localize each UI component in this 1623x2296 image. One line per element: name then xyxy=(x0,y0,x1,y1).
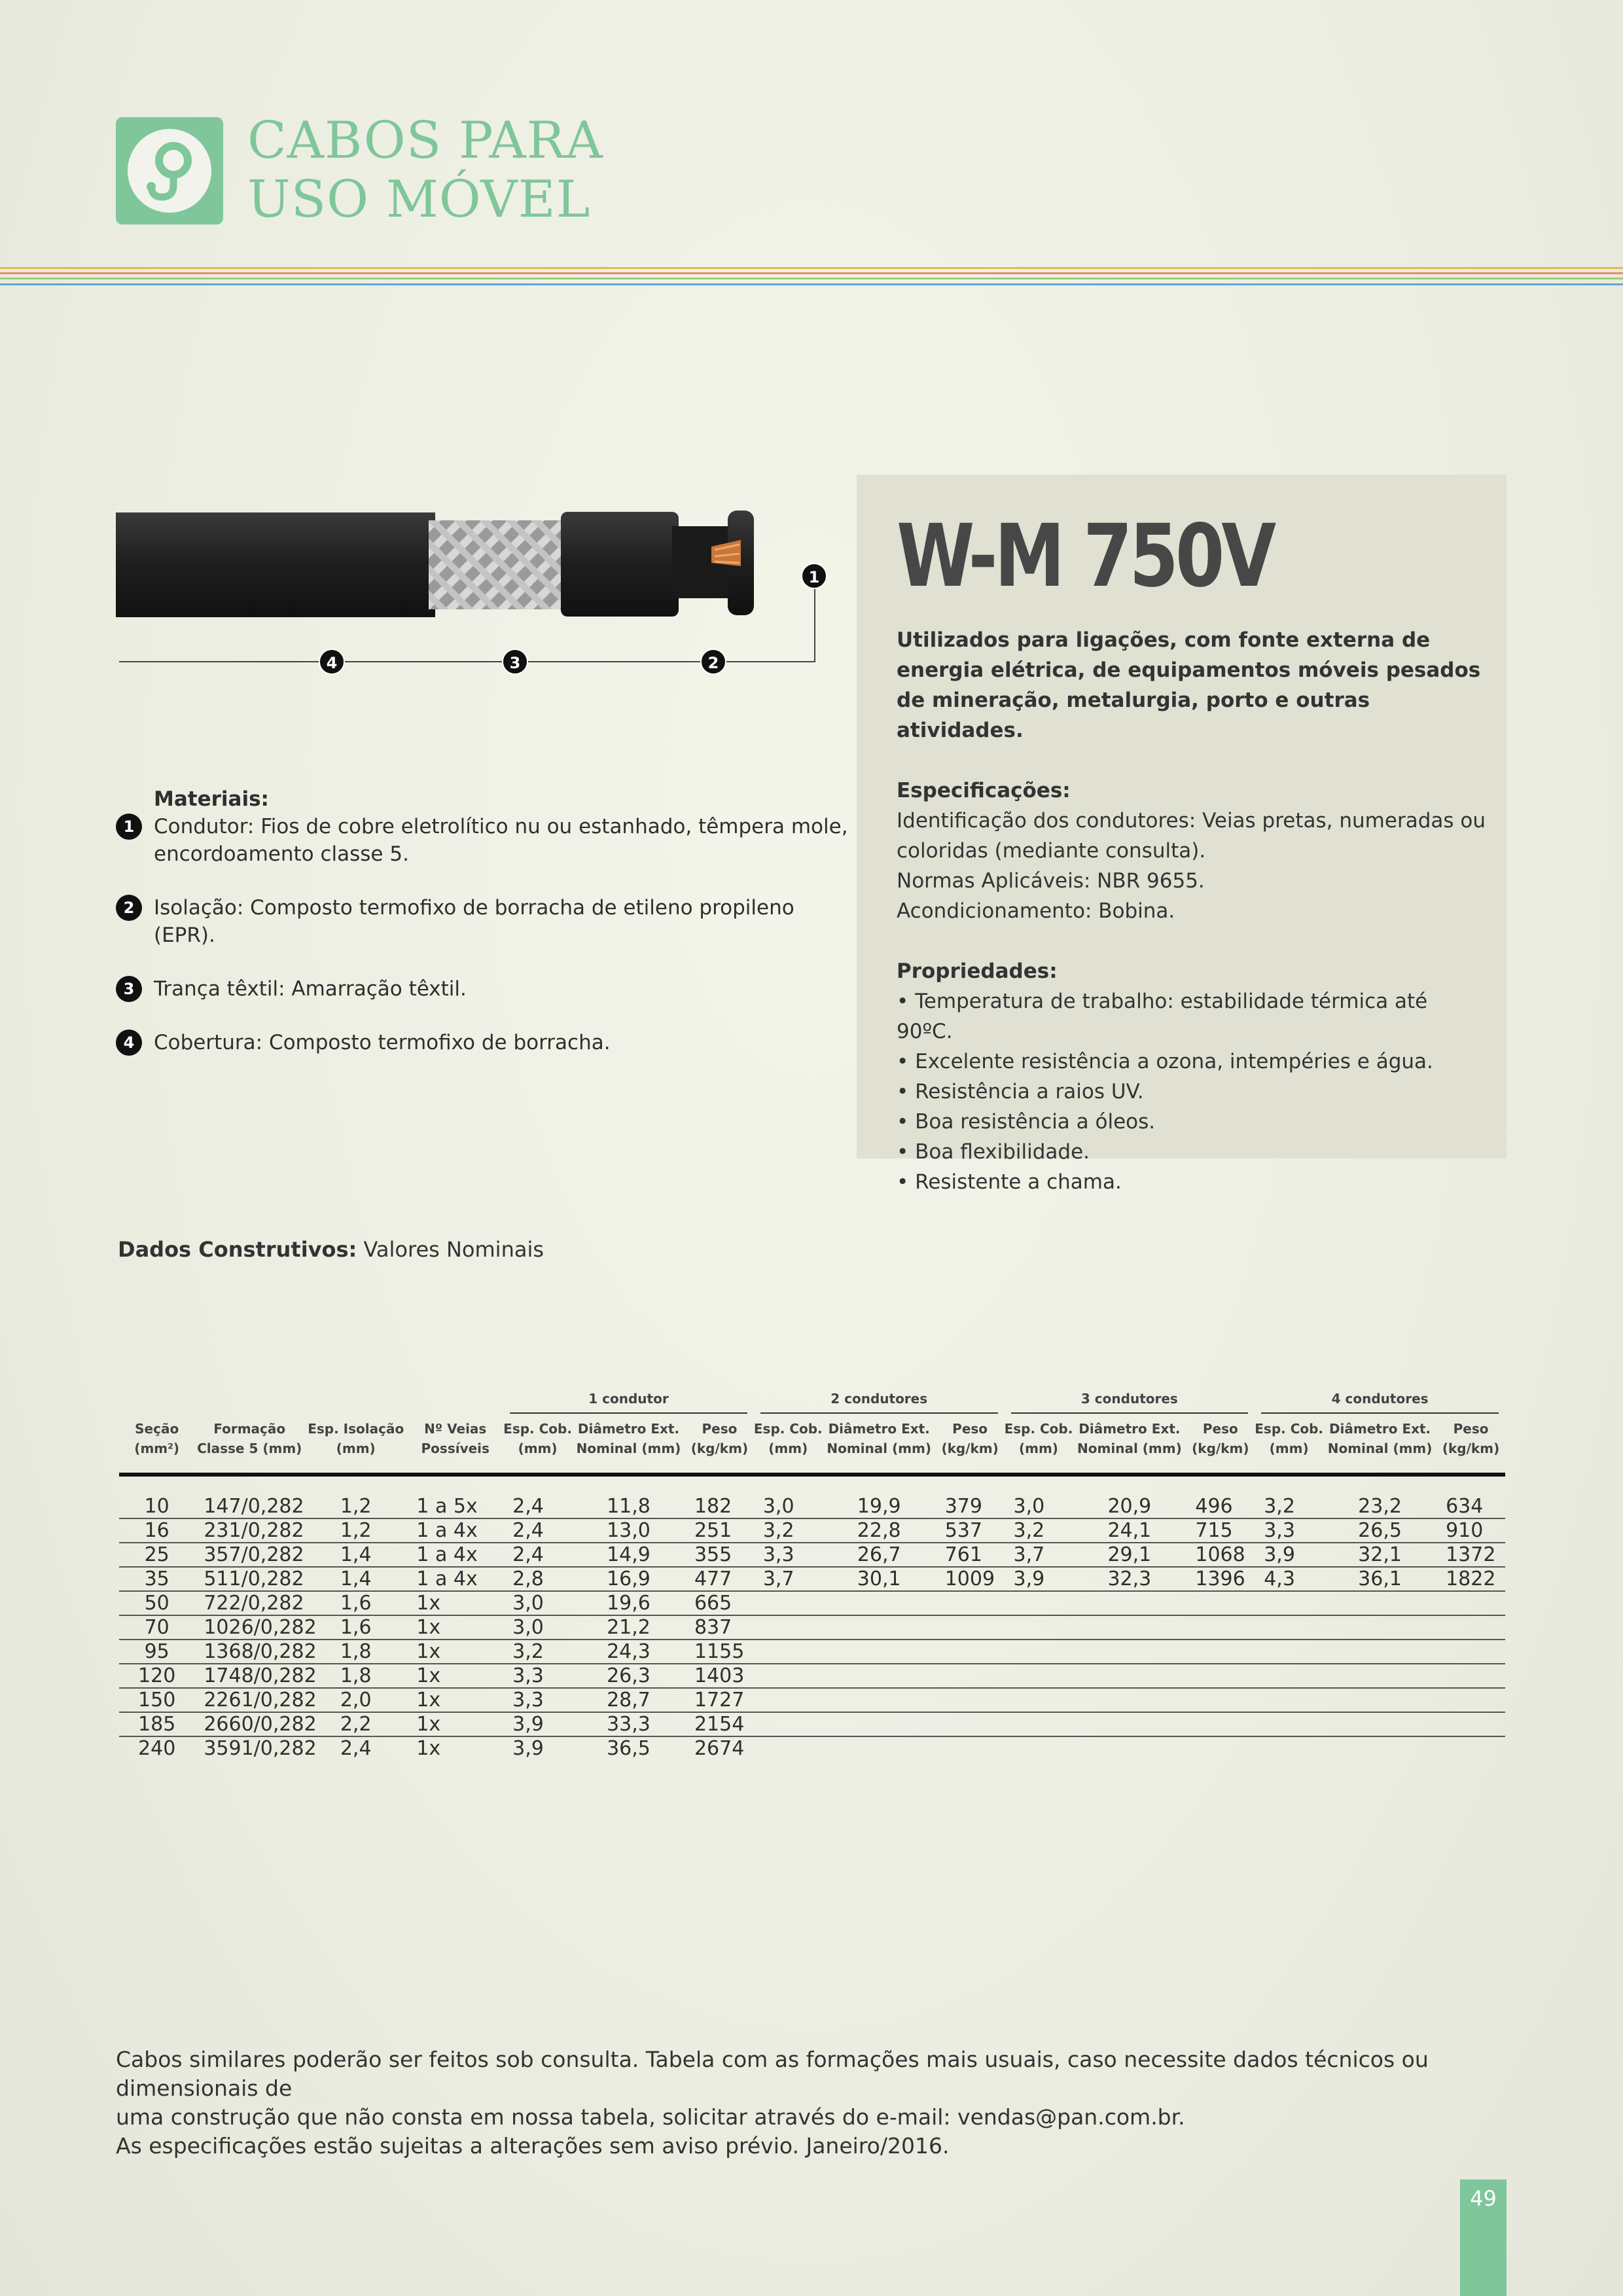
table-cell xyxy=(823,1712,936,1736)
table-cell: 3,3 xyxy=(1264,1519,1295,1542)
header-stripe xyxy=(0,272,1623,274)
table-cell: 3,0 xyxy=(762,1495,794,1518)
material-number: 4 xyxy=(116,1030,142,1056)
table-cell xyxy=(1255,1591,1323,1615)
page-number: 49 xyxy=(1470,2186,1497,2211)
table-cell: 1,8 xyxy=(340,1664,372,1687)
column-header: Peso (kg/km) xyxy=(690,1421,749,1456)
table-cell: 3,2 xyxy=(1264,1495,1295,1518)
table-cell: 36,1 xyxy=(1358,1568,1402,1590)
table-cell: 1,8 xyxy=(340,1640,372,1663)
table-cell xyxy=(754,1664,823,1688)
material-item xyxy=(116,813,849,868)
table-cell: 1x xyxy=(416,1737,441,1760)
table-cell: 1,2 xyxy=(340,1495,372,1518)
table-cell: 1 a 4x xyxy=(416,1519,478,1542)
table-cell: 251 xyxy=(694,1519,732,1542)
table-cell: 3,7 xyxy=(1013,1543,1045,1566)
table-cell: 3,3 xyxy=(762,1543,794,1566)
table-cell: 3,0 xyxy=(512,1592,544,1615)
table-row xyxy=(119,1736,1505,1760)
table-cell xyxy=(1073,1591,1186,1615)
column-header: Diâmetro Ext. Nominal (mm) xyxy=(576,1421,681,1456)
table-cell: 22,8 xyxy=(857,1519,901,1542)
table-cell: 1x xyxy=(416,1592,441,1615)
table-cell: 3,9 xyxy=(512,1713,544,1736)
table-cell: 14,9 xyxy=(607,1543,651,1566)
table-cell: 3,3 xyxy=(512,1664,544,1687)
table-cell: 2,8 xyxy=(512,1568,544,1590)
table-cell xyxy=(1005,1591,1073,1615)
table-cell xyxy=(1255,1712,1323,1736)
footer-note xyxy=(116,2045,1523,2161)
table-cell: 2674 xyxy=(694,1737,745,1760)
table-cell: 2261/0,282 xyxy=(204,1689,317,1712)
property-line: • Resistente a chama. xyxy=(897,1170,1122,1194)
table-cell: 16,9 xyxy=(607,1568,651,1590)
table-row xyxy=(119,1475,1505,1518)
table-caption xyxy=(118,1237,544,1262)
table-cell: 3,7 xyxy=(762,1568,794,1590)
table-cell: 634 xyxy=(1446,1495,1484,1518)
table-cell xyxy=(823,1591,936,1615)
table-cell: 1396 xyxy=(1195,1568,1245,1590)
table-cell: 1,4 xyxy=(340,1543,372,1566)
table-cell: 496 xyxy=(1195,1495,1233,1518)
table-cell xyxy=(1186,1712,1255,1736)
product-description xyxy=(897,625,1486,1197)
specifications-title: Especificações: xyxy=(897,779,1071,802)
property-line: • Temperatura de trabalho: estabilidade térmica até 90ºC. xyxy=(897,990,1428,1043)
table-cell: 25 xyxy=(144,1543,169,1566)
table-cell xyxy=(1073,1664,1186,1688)
table-cell: 722/0,282 xyxy=(204,1592,304,1615)
table-cell: 2154 xyxy=(694,1713,745,1736)
table-cell xyxy=(1073,1640,1186,1664)
table-cell xyxy=(823,1615,936,1640)
table-body xyxy=(119,1475,1505,1760)
property-line: • Boa flexibilidade. xyxy=(897,1140,1090,1164)
table-cell xyxy=(1323,1712,1436,1736)
table-cell xyxy=(1323,1688,1436,1712)
table-cell: 1 a 5x xyxy=(416,1495,478,1518)
table-cell xyxy=(936,1591,1005,1615)
table-cell xyxy=(1436,1736,1505,1760)
table-row xyxy=(119,1664,1505,1688)
table-cell: 511/0,282 xyxy=(204,1568,304,1590)
table-cell xyxy=(1323,1615,1436,1640)
table-cell: 715 xyxy=(1195,1519,1233,1542)
table-cell: 1748/0,282 xyxy=(204,1664,317,1687)
table-cell: 1727 xyxy=(694,1689,745,1712)
material-item xyxy=(116,894,849,949)
table-row xyxy=(119,1591,1505,1615)
table-cell xyxy=(1005,1615,1073,1640)
table-row xyxy=(119,1518,1505,1543)
table-cell: 20,9 xyxy=(1107,1495,1152,1518)
table-cell: 3591/0,282 xyxy=(204,1737,317,1760)
footer-line: uma construção que não consta em nossa tabela, solicitar através do e-mail: vendas@pan.com.br. xyxy=(116,2104,1185,2130)
table-cell: 1403 xyxy=(694,1664,745,1687)
material-number: 3 xyxy=(116,976,142,1002)
table-cell: 16 xyxy=(144,1519,169,1542)
table-cell: 2,4 xyxy=(512,1543,544,1566)
table-cell: 1x xyxy=(416,1640,441,1663)
table-cell xyxy=(1323,1591,1436,1615)
table-caption-bold: Dados Construtivos: xyxy=(118,1237,357,1262)
table-cell: 1068 xyxy=(1195,1543,1245,1566)
table-cell: 120 xyxy=(138,1664,176,1687)
table-cell: 23,2 xyxy=(1358,1495,1402,1518)
table-cell: 3,2 xyxy=(512,1640,544,1663)
table-cell xyxy=(1073,1688,1186,1712)
table-cell: 1x xyxy=(416,1689,441,1712)
table-cell xyxy=(754,1591,823,1615)
table-cell: 231/0,282 xyxy=(204,1519,304,1542)
table-cell xyxy=(1005,1712,1073,1736)
table-cell xyxy=(1073,1615,1186,1640)
column-header: Nº Veias Possíveis xyxy=(421,1421,490,1456)
property-line: • Boa resistência a óleos. xyxy=(897,1110,1156,1134)
product-title: W-M 750V xyxy=(897,506,1274,607)
table-cell: 150 xyxy=(138,1689,176,1712)
table-row xyxy=(119,1567,1505,1591)
material-text: Isolação: Composto termofixo de borracha de etileno propileno (EPR). xyxy=(154,896,794,947)
table-cell: 1026/0,282 xyxy=(204,1616,317,1639)
table-cell xyxy=(1005,1736,1073,1760)
section-title-line1: CABOS PARA xyxy=(247,111,603,170)
column-header: Esp. Cob. (mm) xyxy=(1255,1421,1324,1456)
table-cell: 19,9 xyxy=(857,1495,901,1518)
table-cell: 2660/0,282 xyxy=(204,1713,317,1736)
table-cell: 1 a 4x xyxy=(416,1543,478,1566)
table-cell xyxy=(1323,1736,1436,1760)
construction-data-table xyxy=(119,1389,1505,1760)
table-cell xyxy=(1255,1615,1323,1640)
marker-3: 3 xyxy=(502,649,528,675)
table-cell: 182 xyxy=(694,1495,732,1518)
table-cell: 50 xyxy=(144,1592,169,1615)
table-cell: 3,0 xyxy=(1013,1495,1045,1518)
table-cell xyxy=(1255,1664,1323,1688)
table-cell: 21,2 xyxy=(607,1616,651,1639)
table-row xyxy=(119,1615,1505,1640)
table-cell: 379 xyxy=(944,1495,982,1518)
table-cell: 35 xyxy=(144,1568,169,1590)
table-cell: 28,7 xyxy=(607,1689,651,1712)
table-cell: 24,1 xyxy=(1107,1519,1152,1542)
table-cell: 29,1 xyxy=(1107,1543,1152,1566)
table-cell xyxy=(1323,1664,1436,1688)
table-cell xyxy=(1255,1640,1323,1664)
table-cell xyxy=(1436,1664,1505,1688)
table-cell xyxy=(823,1736,936,1760)
group-header: 3 condutores xyxy=(1005,1389,1255,1419)
specification-line: Identificação dos condutores: Veias pretas, numeradas ou coloridas (mediante consulta). xyxy=(897,809,1486,863)
table-cell xyxy=(936,1736,1005,1760)
table-cell: 32,1 xyxy=(1358,1543,1402,1566)
column-header: Peso (kg/km) xyxy=(1192,1421,1249,1456)
table-row xyxy=(119,1712,1505,1736)
diagram-leader-line xyxy=(814,589,815,662)
table-cell xyxy=(1436,1688,1505,1712)
table-cell: 837 xyxy=(694,1616,732,1639)
table-cell: 2,0 xyxy=(340,1689,372,1712)
specification-line: Normas Aplicáveis: NBR 9655. xyxy=(897,869,1205,893)
marker-1: 1 xyxy=(801,563,827,589)
table-cell: 1,6 xyxy=(340,1616,372,1639)
table-cell xyxy=(936,1640,1005,1664)
table-cell: 1,2 xyxy=(340,1519,372,1542)
column-header: Diâmetro Ext. Nominal (mm) xyxy=(1077,1421,1182,1456)
table-cell: 2,4 xyxy=(340,1737,372,1760)
table-cell: 1,4 xyxy=(340,1568,372,1590)
product-intro: Utilizados para ligações, com fonte externa de energia elétrica, de equipamentos móveis pesados de mineração, metalurgia, porto e outras atividades. xyxy=(897,628,1481,742)
column-header: Diâmetro Ext. Nominal (mm) xyxy=(827,1421,932,1456)
table-row xyxy=(119,1688,1505,1712)
footer-line: As especificações estão sujeitas a alterações sem aviso prévio. Janeiro/2016. xyxy=(116,2133,950,2159)
table-head xyxy=(119,1389,1505,1475)
table-cell: 1009 xyxy=(944,1568,995,1590)
table-cell: 355 xyxy=(694,1543,732,1566)
table-cell: 3,9 xyxy=(512,1737,544,1760)
material-item xyxy=(116,975,849,1003)
table-cell xyxy=(1005,1640,1073,1664)
table-cell: 33,3 xyxy=(607,1713,651,1736)
table-cell: 1368/0,282 xyxy=(204,1640,317,1663)
table-caption-rest: Valores Nominais xyxy=(357,1237,544,1262)
table-cell xyxy=(1186,1591,1255,1615)
table-cell: 1,6 xyxy=(340,1592,372,1615)
specification-line: Acondicionamento: Bobina. xyxy=(897,899,1175,923)
header-stripe xyxy=(0,283,1623,285)
table-cell: 1 a 4x xyxy=(416,1568,478,1590)
table-cell xyxy=(823,1688,936,1712)
table-cell xyxy=(1186,1736,1255,1760)
table-cell: 1x xyxy=(416,1616,441,1639)
group-header: 1 condutor xyxy=(503,1389,754,1419)
table-cell xyxy=(1255,1688,1323,1712)
material-item xyxy=(116,1029,849,1056)
table-cell: 26,5 xyxy=(1358,1519,1402,1542)
table-cell: 26,3 xyxy=(607,1664,651,1687)
table-cell: 3,3 xyxy=(512,1689,544,1712)
table-cell: 1822 xyxy=(1446,1568,1496,1590)
column-header: Esp. Cob. (mm) xyxy=(503,1421,572,1456)
table-cell: 910 xyxy=(1446,1519,1484,1542)
property-line: • Resistência a raios UV. xyxy=(897,1080,1144,1103)
table-cell xyxy=(936,1712,1005,1736)
table-cell: 185 xyxy=(138,1713,176,1736)
table-cell xyxy=(1005,1688,1073,1712)
column-header: Esp. Cob. (mm) xyxy=(1004,1421,1073,1456)
table-cell: 2,4 xyxy=(512,1495,544,1518)
table-cell: 477 xyxy=(694,1568,732,1590)
table-cell: 4,3 xyxy=(1264,1568,1295,1590)
table-cell: 3,9 xyxy=(1013,1568,1045,1590)
table-cell xyxy=(1323,1640,1436,1664)
table-cell xyxy=(1255,1736,1323,1760)
table-cell xyxy=(1186,1688,1255,1712)
table-cell: 3,2 xyxy=(762,1519,794,1542)
table-cell xyxy=(936,1615,1005,1640)
table-cell: 13,0 xyxy=(607,1519,651,1542)
material-number: 2 xyxy=(116,895,142,921)
table-cell: 1x xyxy=(416,1713,441,1736)
header-stripe xyxy=(0,267,1623,269)
table-cell: 19,6 xyxy=(607,1592,651,1615)
table-cell: 2,2 xyxy=(340,1713,372,1736)
material-text: Condutor: Fios de cobre eletrolítico nu ou estanhado, têmpera mole, encordoamento classe 5. xyxy=(154,815,848,866)
table-cell: 1372 xyxy=(1446,1543,1496,1566)
table-cell: 36,5 xyxy=(607,1737,651,1760)
table-cell xyxy=(1005,1664,1073,1688)
table-row xyxy=(119,1640,1505,1664)
table-cell: 95 xyxy=(144,1640,169,1663)
table-cell xyxy=(754,1615,823,1640)
table-cell: 26,7 xyxy=(857,1543,901,1566)
column-header: Esp. Cob. (mm) xyxy=(753,1421,823,1456)
table-cell xyxy=(754,1688,823,1712)
column-header: Peso (kg/km) xyxy=(1442,1421,1500,1456)
table-cell: 357/0,282 xyxy=(204,1543,304,1566)
table-cell: 665 xyxy=(694,1592,732,1615)
material-text: Cobertura: Composto termofixo de borracha. xyxy=(154,1031,611,1054)
table-cell: 11,8 xyxy=(607,1495,651,1518)
table-cell xyxy=(823,1664,936,1688)
table-cell xyxy=(1186,1615,1255,1640)
table-cell xyxy=(1436,1712,1505,1736)
footer-line: Cabos similares poderão ser feitos sob consulta. Tabela com as formações mais usuais, caso necessite dados técnicos ou dimensionais de xyxy=(116,2047,1429,2101)
table-row xyxy=(119,1543,1505,1567)
property-line: • Excelente resistência a ozona, intempéries e água. xyxy=(897,1050,1433,1073)
column-header: Peso (kg/km) xyxy=(941,1421,999,1456)
table-cell xyxy=(1436,1591,1505,1615)
table-cell xyxy=(1436,1640,1505,1664)
marker-2: 2 xyxy=(700,649,726,675)
table-cell xyxy=(754,1736,823,1760)
table-cell xyxy=(754,1712,823,1736)
table-cell: 2,4 xyxy=(512,1519,544,1542)
table-cell xyxy=(936,1664,1005,1688)
table-cell: 70 xyxy=(144,1616,169,1639)
table-cell xyxy=(936,1688,1005,1712)
column-header: Formação Classe 5 (mm) xyxy=(197,1421,302,1456)
column-header: Seção (mm²) xyxy=(134,1421,180,1456)
table-cell xyxy=(1186,1640,1255,1664)
column-header: Esp. Isolação (mm) xyxy=(308,1421,404,1456)
table-cell xyxy=(1436,1615,1505,1640)
material-number: 1 xyxy=(116,814,142,840)
table-cell: 30,1 xyxy=(857,1568,901,1590)
section-title xyxy=(247,111,603,229)
marker-4: 4 xyxy=(319,649,345,675)
table-cell: 3,2 xyxy=(1013,1519,1045,1542)
materials-section xyxy=(116,785,849,1083)
table-cell: 240 xyxy=(138,1737,176,1760)
table-cell: 32,3 xyxy=(1107,1568,1152,1590)
properties-title: Propriedades: xyxy=(897,960,1058,983)
header-stripe xyxy=(0,278,1623,279)
table-cell: 3,9 xyxy=(1264,1543,1295,1566)
table-cell xyxy=(1186,1664,1255,1688)
table-cell: 537 xyxy=(944,1519,982,1542)
table-cell: 3,0 xyxy=(512,1616,544,1639)
table-cell: 147/0,282 xyxy=(204,1495,304,1518)
table-cell: 1155 xyxy=(694,1640,745,1663)
table-cell xyxy=(1073,1736,1186,1760)
table-cell xyxy=(754,1640,823,1664)
table-cell: 761 xyxy=(944,1543,982,1566)
materials-title: Materiais: xyxy=(154,787,269,811)
material-text: Trança têxtil: Amarração têxtil. xyxy=(154,977,467,1001)
table-cell: 24,3 xyxy=(607,1640,651,1663)
section-title-line2: USO MÓVEL xyxy=(247,170,591,229)
group-header: 2 condutores xyxy=(754,1389,1005,1419)
crane-hook-icon xyxy=(128,129,211,213)
column-header: Diâmetro Ext. Nominal (mm) xyxy=(1327,1421,1433,1456)
table-cell: 1x xyxy=(416,1664,441,1687)
table-cell xyxy=(823,1640,936,1664)
group-header: 4 condutores xyxy=(1255,1389,1505,1419)
table-cell: 10 xyxy=(144,1495,169,1518)
table-cell xyxy=(1073,1712,1186,1736)
